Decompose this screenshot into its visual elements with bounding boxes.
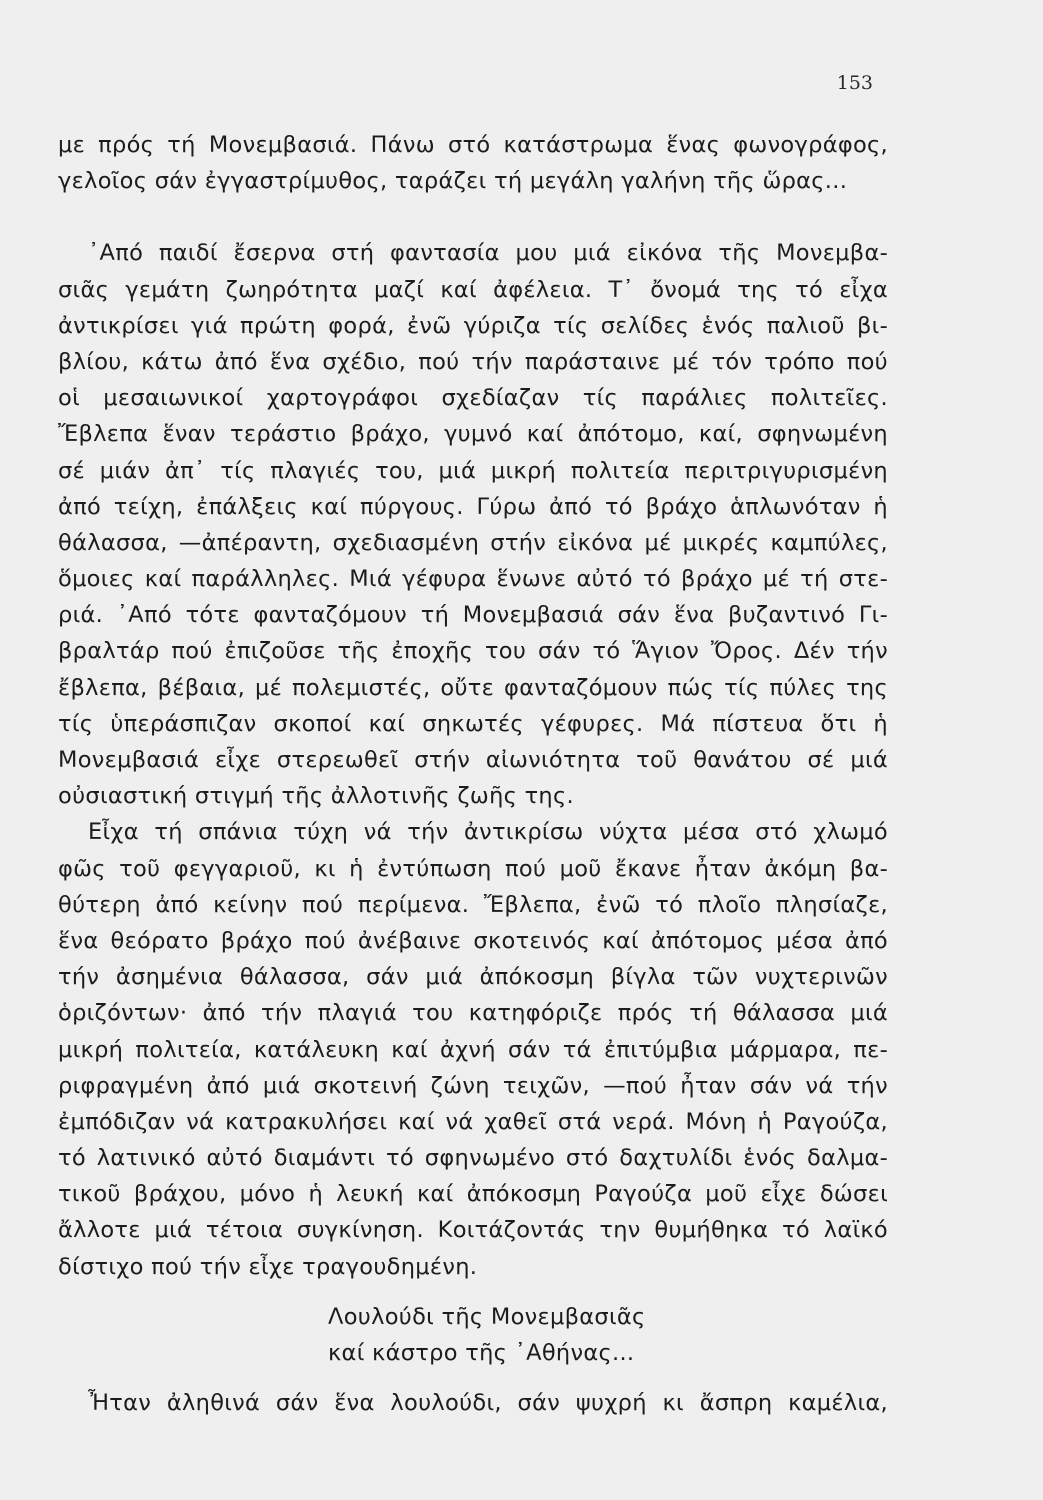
text-line: ἀπό τείχη, ἐπάλξεις καί πύργους. Γύρω ἀπό τό βράχο ἁπλωνόταν ἡ — [58, 493, 888, 520]
verse-line: καί κάστρο τῆς ᾿Αθήνας... — [328, 1340, 635, 1366]
text-line: τικοῦ βράχου, μόνο ἡ λευκή καί ἀπόκοσμη Ραγούζα μοῦ εἶχε δώσει — [58, 1181, 888, 1208]
text-line: Μονεμβασιά εἶχε στερεωθεῖ στήν αἰωνιότητα τοῦ θανάτου σέ μιά — [58, 747, 888, 773]
paragraph-2 — [58, 235, 888, 814]
text-line: σέ μιάν ἀπ᾿ τίς πλαγιές του, μιά μικρή πολιτεία περιτριγυρισμένη — [58, 457, 888, 484]
verse-gap — [58, 1371, 888, 1385]
text-line: ᾿Από παιδί ἔσερνα στή φαντασία μου μιά εἰκόνα τῆς Μονεμβα- — [88, 240, 888, 267]
text-line: ὁριζόντων· ἀπό τήν πλαγιά του κατηφόριζε πρός τή θάλασσα μιά — [58, 1000, 888, 1027]
verse-couplet — [58, 1299, 888, 1371]
verse-line: Λουλούδι τῆς Μονεμβασιᾶς — [328, 1303, 646, 1330]
paragraph-gap — [58, 199, 888, 235]
text-line: με πρός τή Μονεμβασιά. Πάνω στό κατάστρωμα ἕνας φωνογράφος, — [58, 132, 888, 158]
verse-gap — [58, 1285, 888, 1299]
text-line: οἱ μεσαιωνικοί χαρτογράφοι σχεδίαζαν τίς παράλιες πολιτεῖες. — [58, 385, 888, 412]
text-line: θάλασσα, —ἀπέραντη, σχεδιασμένη στήν εἰκόνα μέ μικρές καμπύλες, — [58, 529, 888, 556]
text-line: μικρή πολιτεία, κατάλευκη καί ἀχνή σάν τά ἐπιτύμβια μάρμαρα, πε- — [58, 1036, 888, 1063]
text-line: δίστιχο πού τήν εἶχε τραγουδημένη. — [58, 1253, 478, 1280]
text-line: τήν ἀσημένια θάλασσα, σάν μιά ἀπόκοσμη βίγλα τῶν νυχτερινῶν — [58, 964, 888, 991]
paragraph-4 — [58, 1385, 888, 1421]
paragraph-1 — [58, 127, 888, 199]
text-line: τό λατινικό αὐτό διαμάντι τό σφηνωμένο στό δαχτυλίδι ἑνός δαλμα- — [58, 1145, 888, 1172]
text-line: Εἶχα τή σπάνια τύχη νά τήν ἀντικρίσω νύχτα μέσα στό χλωμό — [88, 819, 888, 846]
page-number: 153 — [836, 72, 873, 94]
text-line: τίς ὑπεράσπιζαν σκοποί καί σηκωτές γέφυρες. Μά πίστευα ὅτι ἡ — [58, 710, 888, 737]
text-line: φῶς τοῦ φεγγαριοῦ, κι ἡ ἐντύπωση πού μοῦ ἔκανε ἦταν ἀκόμη βα- — [58, 855, 888, 882]
text-line: βλίου, κάτω ἀπό ἕνα σχέδιο, πού τήν παράσταινε μέ τόν τρόπο πού — [58, 348, 888, 375]
text-line: ἀντικρίσει γιά πρώτη φορά, ἐνῶ γύριζα τίς σελίδες ἑνός παλιοῦ βι- — [58, 312, 888, 339]
body-text — [58, 127, 888, 1421]
text-line: Ἔβλεπα ἕναν τεράστιο βράχο, γυμνό καί ἀπότομο, καί, σφηνωμένη — [58, 421, 888, 448]
text-line: ἐμπόδιζαν νά κατρακυλήσει καί νά χαθεῖ στά νερά. Μόνη ἡ Ραγούζα, — [58, 1108, 888, 1135]
text-line: Ἦταν ἀληθινά σάν ἕνα λουλούδι, σάν ψυχρή κι ἄσπρη καμέλια, — [88, 1390, 888, 1417]
text-line: ριφραγμένη ἀπό μιά σκοτεινή ζώνη τειχῶν, —πού ἦταν σάν νά τήν — [58, 1072, 888, 1099]
text-line: ἔβλεπα, βέβαια, μέ πολεμιστές, οὔτε φανταζόμουν πώς τίς πύλες της — [58, 674, 888, 701]
text-line: θύτερη ἀπό κείνην πού περίμενα. Ἔβλεπα, ἐνῶ τό πλοῖο πλησίαζε, — [58, 891, 888, 918]
text-line: ἕνα θεόρατο βράχο πού ἀνέβαινε σκοτεινός καί ἀπότομος μέσα ἀπό — [58, 927, 888, 954]
text-line: ἄλλοτε μιά τέτοια συγκίνηση. Κοιτάζοντάς την θυμήθηκα τό λαϊκό — [58, 1217, 888, 1244]
text-line: ὅμοιες καί παράλληλες. Μιά γέφυρα ἕνωνε αὐτό τό βράχο μέ τή στε- — [58, 566, 888, 593]
paragraph-3 — [58, 814, 888, 1284]
text-line: οὐσιαστική στιγμή τῆς ἀλλοτινῆς ζωῆς της. — [58, 783, 574, 810]
text-line: βραλτάρ πού ἐπιζοῦσε τῆς ἐποχῆς του σάν τό Ἅγιον Ὄρος. Δέν τήν — [58, 638, 888, 665]
text-line: ριά. ᾿Από τότε φανταζόμουν τή Μονεμβασιά σάν ἕνα βυζαντινό Γι- — [58, 602, 888, 629]
text-line: γελοῖος σάν ἐγγαστρίμυθος, ταράζει τή μεγάλη γαλήνη τῆς ὥρας... — [58, 168, 848, 195]
text-line: σιᾶς γεμάτη ζωηρότητα μαζί καί ἀφέλεια. Τ᾿ ὄνομά της τό εἶχα — [58, 276, 888, 303]
